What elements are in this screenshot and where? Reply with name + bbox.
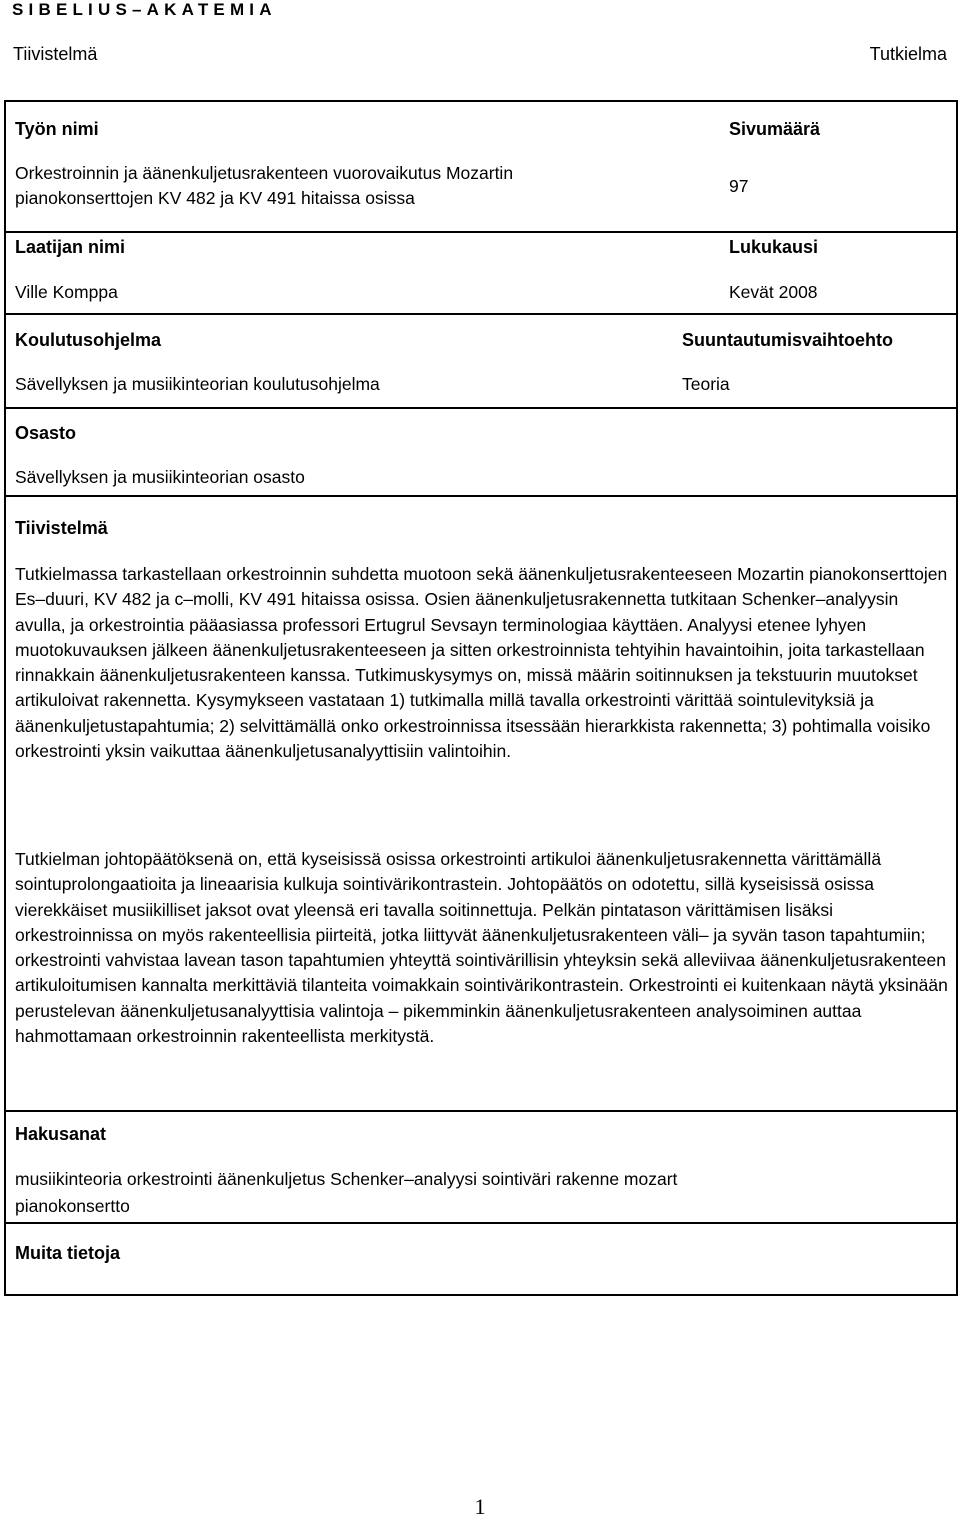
other-info-section [6,1222,956,1294]
term-label: Lukukausi [729,237,819,257]
title-line-1: Orkestroinnin ja äänenkuljetusrakenteen vuorovaikutus Mozartin [15,163,514,183]
abstract-form [4,100,958,1296]
author-label: Laatijan nimi [15,237,126,257]
author-value: Ville Komppa [15,282,118,302]
abstract-paragraph-2: Tutkielman johtopäätöksenä on, että kyseisissä osissa orkestrointi artikuloi äänenkuljetusrakennetta värittämällä sointuprolongaatioita ja lineaarisia kulkuja sointivärikontrastein. Johtopäätös on odotettu, sillä kyseisissä osissa vierekkäiset musiikilliset jaksot ovat yleensä eri tavalla soitinnettuja. Pelkän pintatason värittämisen lisäksi orkestroinnissa on myös rakenteellisia piirteitä, jotka liittyvät äänenkuljetusrakenteen väli– ja syvän tason tapahtumiin; orkestrointi vahvistaa lavean tason tapahtumien yhteyttä sointivärillisin yhteyksin sekä alleviivaa äänenkuljetusrakenteen artikuloitumisen kannalta merkittäviä tilanteita voimakkain sointivärikontrastein. Orkestrointi ei kuitenkaan näytä yksinään perustelevan äänenkuljetusanalyyttisia valintoja – pikemminkin äänenkuljetusrakenteen analysoiminen auttaa hahmottamaan orkestroinnin rakenteellista merkitystä. [15,849,948,1047]
term-value: Kevät 2008 [729,282,818,302]
title-section [6,102,956,233]
programme-label: Koulutusohjelma [15,330,162,350]
abstract-paragraph-1: Tutkielmassa tarkastellaan orkestroinnin suhdetta muotoon sekä äänenkuljetusrakenteeseen Mozartin pianokonserttojen Es–duuri, KV 482 ja c–molli, KV 491 hitaissa osissa. Osien äänenkuljetusrakennetta tutkitaan Schenker–analyysin avulla, ja orkestrointia pääasiassa professori Ertugrul Sevsayn terminologiaa käyttäen. Analyysi etenee lyhyen muotokuvauksen jälkeen äänenkuljetusrakenteeseen ja sitten orkestroinnista tehtyihin havaintoihin, joita tarkastellaan rinnakkain äänenkuljetusrakenteen kanssa. Tutkimuskysymys on, missä määrin soitinnuksen ja tekstuurin muutokset artikuloivat rakennetta. Kysymykseen vastataan 1) tutkimalla millä tavalla orkestrointi värittää sointulevityksiä ja äänenkuljetustapahtumia; 2) selvittämällä onko orkestroinnissa itsessään hierarkkista rakennetta; 3) pohtimalla voisiko orkestrointi yksin vaikuttaa äänenkuljetusanalyyttisiin valintoihin. [15,564,948,762]
keywords-line-1: musiikinteoria orkestrointi äänenkuljetus Schenker–analyysi sointiväri rakenne mozart [15,1169,678,1189]
programme-value: Sävellyksen ja musiikinteorian koulutusohjelma [15,374,380,394]
specialization-value: Teoria [682,374,730,394]
institution-logo: SIBELIUS–AKATEMIA [12,0,277,19]
author-section [6,231,956,315]
department-section [6,407,956,497]
title-line-2: pianokonserttojen KV 482 ja KV 491 hitaissa osissa [15,188,415,208]
title-label: Työn nimi [15,119,99,139]
programme-section [6,313,956,409]
department-value: Sävellyksen ja musiikinteorian osasto [15,467,305,487]
other-info-label: Muita tietoja [15,1243,121,1263]
page-count-value: 97 [729,176,749,196]
page-count-label: Sivumäärä [729,119,821,139]
page-number: 1 [474,1494,486,1519]
keywords-line-2: pianokonsertto [15,1196,130,1216]
abstract-section [6,495,956,1112]
department-label: Osasto [15,423,77,443]
document-category-label: Tutkielma [869,44,947,64]
specialization-label: Suuntautumisvaihtoehto [682,330,893,350]
keywords-section [6,1108,956,1224]
abstract-label: Tiivistelmä [15,518,108,538]
keywords-label: Hakusanat [15,1124,107,1144]
document-type-label: Tiivistelmä [13,44,98,64]
